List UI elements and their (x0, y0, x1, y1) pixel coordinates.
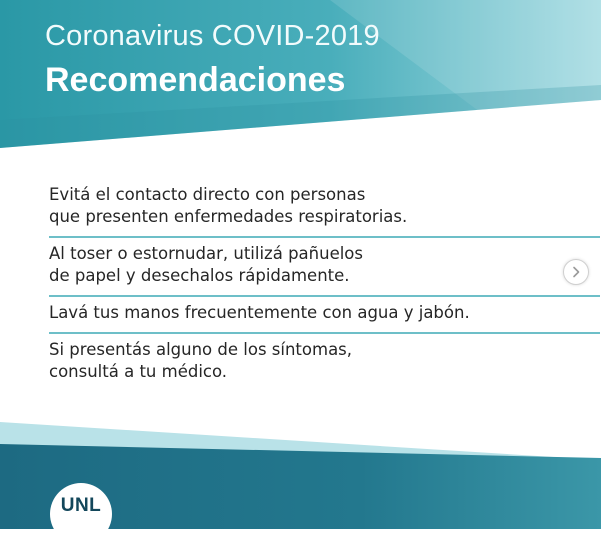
chevron-right-icon (571, 266, 581, 278)
recommendation-line: consultá a tu médico. (49, 362, 228, 381)
header (45, 18, 380, 102)
header-title: Recomendaciones (45, 61, 346, 99)
logo-text: UNL (60, 495, 102, 516)
header-subtitle: Coronavirus COVID-2019 (45, 20, 380, 52)
recommendation-line: de papel y desechalos rápidamente. (49, 266, 350, 285)
recommendation-item (49, 184, 600, 238)
recommendation-item (49, 339, 600, 391)
recommendation-line: Evitá el contacto directo con personas (49, 185, 366, 204)
unl-logo (50, 483, 112, 545)
recommendation-line: Si presentás alguno de los síntomas, (49, 340, 353, 359)
recommendation-item (49, 302, 600, 334)
recommendation-line: que presenten enfermedades respiratorias. (49, 207, 408, 226)
recommendations-list (49, 184, 600, 396)
recommendation-line: Lavá tus manos frecuentemente con agua y jabón. (49, 303, 470, 322)
recommendation-line: Al toser o estornudar, utilizá pañuelos (49, 244, 363, 263)
recommendation-item (49, 243, 600, 297)
next-slide-button[interactable] (563, 259, 589, 285)
